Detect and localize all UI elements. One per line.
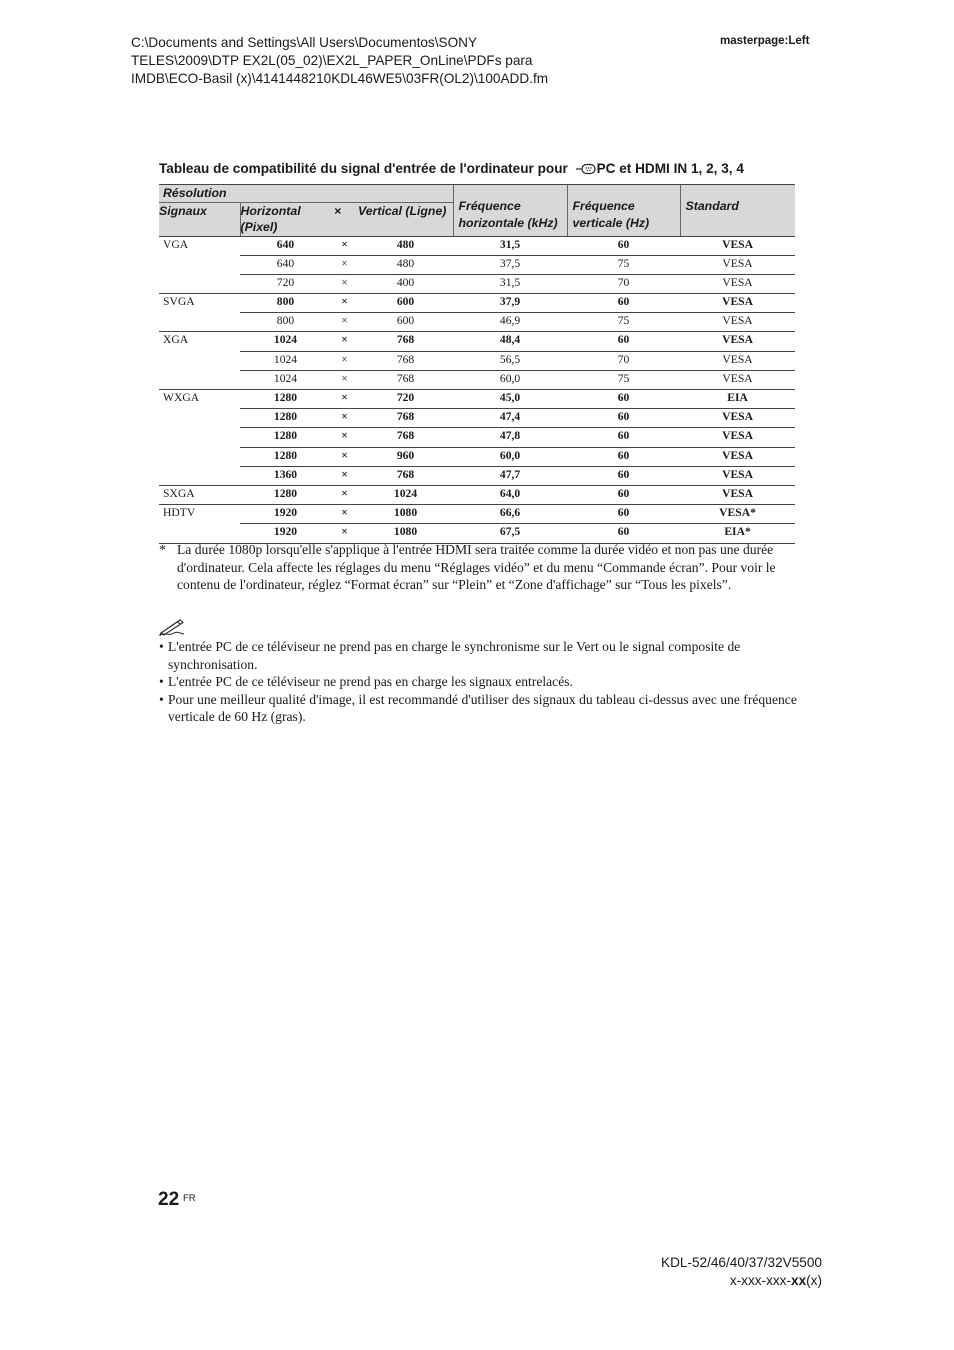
model-code-suffix: (x): [806, 1273, 822, 1288]
header-vertical: Vertical (Ligne): [358, 202, 453, 236]
cell-times: ×: [331, 485, 358, 504]
cell-horizontal: 1024: [240, 370, 331, 389]
notes-list: [159, 638, 799, 726]
cell-freq-h: 60,0: [453, 370, 567, 389]
table-title: [159, 161, 819, 179]
cell-freq-v: 60: [567, 524, 680, 543]
cell-freq-v: 60: [567, 332, 680, 351]
cell-signal: SVGA: [159, 294, 240, 313]
cell-horizontal: 1920: [240, 524, 331, 543]
cell-vertical: 960: [358, 447, 453, 466]
cell-times: ×: [331, 409, 358, 428]
cell-freq-h: 31,5: [453, 236, 567, 255]
note-item: [159, 638, 799, 673]
cell-standard: VESA: [680, 294, 795, 313]
cell-freq-v: 60: [567, 428, 680, 447]
cell-vertical: 768: [358, 370, 453, 389]
compatibility-table: [159, 184, 795, 544]
cell-signal: [159, 370, 240, 389]
page-number: 22: [158, 1189, 180, 1210]
cell-vertical: 768: [358, 466, 453, 485]
cell-vertical: 768: [358, 332, 453, 351]
cell-times: ×: [331, 466, 358, 485]
note-bullet: •: [159, 639, 164, 654]
cell-freq-h: 45,0: [453, 390, 567, 409]
footnote-text: La durée 1080p lorsqu'elle s'applique à l'entrée HDMI sera traitée comme la durée vidéo et non pas une durée d'ordinateur. Cela affecte les réglages du menu “Réglages vidéo” et du menu “Commande écran”. Pour voir le contenu de l'ordinateur, réglez “Format écran” sur “Plein” et “Zone d'affichage” sur “Tous les pixels”.: [177, 542, 776, 593]
cell-standard: VESA: [680, 332, 795, 351]
cell-horizontal: 1280: [240, 409, 331, 428]
cell-freq-h: 64,0: [453, 485, 567, 504]
cell-standard: VESA: [680, 409, 795, 428]
cell-standard: VESA: [680, 447, 795, 466]
cell-vertical: 768: [358, 409, 453, 428]
cell-signal: [159, 409, 240, 428]
table-row: [159, 466, 795, 485]
header-times: ×: [331, 202, 358, 236]
cell-signal: VGA: [159, 236, 240, 255]
table-row: [159, 351, 795, 370]
cell-signal: [159, 313, 240, 332]
table-row: [159, 505, 795, 524]
cell-freq-v: 75: [567, 255, 680, 274]
table-row: [159, 332, 795, 351]
path-line-2: TELES\2009\DTP EX2L(05_02)\EX2L_PAPER_OnLine\PDFs para: [131, 53, 533, 68]
cell-freq-h: 31,5: [453, 274, 567, 293]
cell-freq-v: 60: [567, 390, 680, 409]
cell-horizontal: 1920: [240, 505, 331, 524]
table-row: [159, 390, 795, 409]
cell-signal: [159, 466, 240, 485]
cell-vertical: 720: [358, 390, 453, 409]
table-body: [159, 236, 795, 543]
table-row: [159, 428, 795, 447]
note-bullet: •: [159, 674, 164, 690]
cell-signal: HDTV: [159, 505, 240, 524]
cell-times: ×: [331, 236, 358, 255]
cell-freq-v: 60: [567, 294, 680, 313]
model-code-prefix: x-xxx-xxx-: [729, 1273, 792, 1288]
table-title-suffix: PC et HDMI IN 1, 2, 3, 4: [596, 161, 744, 176]
cell-times: ×: [331, 447, 358, 466]
cell-standard: VESA: [680, 428, 795, 447]
cell-vertical: 768: [358, 428, 453, 447]
cell-freq-h: 66,6: [453, 505, 567, 524]
cell-freq-h: 47,8: [453, 428, 567, 447]
cell-times: ×: [331, 524, 358, 543]
cell-signal: [159, 255, 240, 274]
cell-standard: VESA: [680, 313, 795, 332]
header-horizontal: Horizontal (Pixel): [240, 202, 331, 236]
cell-signal: SXGA: [159, 485, 240, 504]
cell-standard: VESA: [680, 466, 795, 485]
cell-freq-h: 37,5: [453, 255, 567, 274]
cell-times: ×: [331, 370, 358, 389]
cell-freq-v: 75: [567, 370, 680, 389]
cell-horizontal: 1280: [240, 447, 331, 466]
cell-freq-h: 47,4: [453, 409, 567, 428]
cell-horizontal: 720: [240, 274, 331, 293]
path-line-1: C:\Documents and Settings\All Users\Documentos\SONY: [131, 35, 478, 50]
cell-horizontal: 1360: [240, 466, 331, 485]
cell-standard: VESA: [680, 485, 795, 504]
document-path-header: [131, 34, 691, 88]
note-bullet: •: [159, 691, 164, 707]
page-language: FR: [183, 1193, 196, 1204]
table-row: [159, 236, 795, 255]
cell-horizontal: 800: [240, 294, 331, 313]
table-row: [159, 294, 795, 313]
note-item: [159, 691, 799, 726]
cell-vertical: 400: [358, 274, 453, 293]
cell-freq-v: 60: [567, 466, 680, 485]
header-resolution: Résolution: [159, 185, 453, 203]
cell-signal: [159, 428, 240, 447]
cell-freq-h: 47,7: [453, 466, 567, 485]
cell-freq-v: 70: [567, 351, 680, 370]
cell-times: ×: [331, 313, 358, 332]
cell-standard: VESA: [680, 236, 795, 255]
cell-freq-h: 60,0: [453, 447, 567, 466]
cell-horizontal: 1024: [240, 332, 331, 351]
header-freq-horizontal: Fréquence horizontale (kHz): [453, 185, 567, 237]
header-freq-vertical: Fréquence verticale (Hz): [567, 185, 680, 237]
model-info: [661, 1254, 822, 1290]
cell-horizontal: 800: [240, 313, 331, 332]
cell-freq-h: 46,9: [453, 313, 567, 332]
cell-vertical: 1080: [358, 505, 453, 524]
cell-horizontal: 1280: [240, 390, 331, 409]
cell-times: ×: [331, 428, 358, 447]
header-standard: Standard: [680, 185, 795, 237]
cell-signal: XGA: [159, 332, 240, 351]
cell-horizontal: 1280: [240, 428, 331, 447]
table-row: [159, 255, 795, 274]
model-code-bold: xx: [791, 1273, 807, 1288]
table-title-text: Tableau de compatibilité du signal d'entrée de l'ordinateur pour: [159, 161, 568, 176]
model-numbers: KDL-52/46/40/37/32V5500: [661, 1255, 822, 1270]
table-row: [159, 370, 795, 389]
note-text: Pour une meilleur qualité d'image, il est recommandé d'utiliser des signaux du tableau ci-dessus avec une fréquence verticale de 60 Hz (gras).: [168, 691, 797, 725]
cell-freq-h: 37,9: [453, 294, 567, 313]
note-text: L'entrée PC de ce téléviseur ne prend pas en charge les signaux entrelacés.: [168, 674, 573, 690]
cell-standard: VESA*: [680, 505, 795, 524]
header-signaux: Signaux: [159, 202, 240, 236]
cell-freq-v: 60: [567, 505, 680, 524]
masterpage-label: masterpage:Left: [720, 35, 810, 47]
cell-standard: VESA: [680, 255, 795, 274]
path-line-3: IMDB\ECO-Basil (x)\4141448210KDL46WE5\03FR(OL2)\100ADD.fm: [131, 71, 549, 86]
cell-vertical: 480: [358, 236, 453, 255]
cell-freq-v: 75: [567, 313, 680, 332]
table-row: [159, 409, 795, 428]
cell-standard: EIA: [680, 390, 795, 409]
cell-horizontal: 1024: [240, 351, 331, 370]
table-row: [159, 485, 795, 504]
cell-times: ×: [331, 390, 358, 409]
cell-times: ×: [331, 505, 358, 524]
cell-times: ×: [331, 351, 358, 370]
footnote: [159, 541, 799, 594]
cell-freq-h: 48,4: [453, 332, 567, 351]
cell-horizontal: 640: [240, 255, 331, 274]
cell-vertical: 768: [358, 351, 453, 370]
cell-vertical: 1080: [358, 524, 453, 543]
cell-freq-h: 56,5: [453, 351, 567, 370]
note-item: [159, 673, 799, 691]
note-text: L'entrée PC de ce téléviseur ne prend pas en charge le synchronisme sur le Vert ou le signal composite de synchronisation.: [168, 639, 741, 672]
cell-freq-v: 60: [567, 447, 680, 466]
cell-signal: WXGA: [159, 390, 240, 409]
cell-freq-v: 70: [567, 274, 680, 293]
cell-freq-v: 60: [567, 485, 680, 504]
cell-standard: VESA: [680, 351, 795, 370]
cell-times: ×: [331, 255, 358, 274]
table-row: [159, 447, 795, 466]
table-row: [159, 313, 795, 332]
cell-horizontal: 1280: [240, 485, 331, 504]
cell-standard: VESA: [680, 274, 795, 293]
cell-vertical: 600: [358, 294, 453, 313]
cell-freq-v: 60: [567, 236, 680, 255]
cell-signal: [159, 274, 240, 293]
cell-freq-h: 67,5: [453, 524, 567, 543]
cell-vertical: 480: [358, 255, 453, 274]
cell-times: ×: [331, 332, 358, 351]
cell-times: ×: [331, 294, 358, 313]
footnote-marker: *: [159, 542, 166, 557]
table-row: [159, 274, 795, 293]
cell-times: ×: [331, 274, 358, 293]
cell-standard: EIA*: [680, 524, 795, 543]
cell-vertical: 1024: [358, 485, 453, 504]
cell-signal: [159, 447, 240, 466]
cell-freq-v: 60: [567, 409, 680, 428]
model-code: [661, 1272, 822, 1290]
cell-horizontal: 640: [240, 236, 331, 255]
pc-input-icon: [576, 162, 596, 179]
cell-vertical: 600: [358, 313, 453, 332]
cell-standard: VESA: [680, 370, 795, 389]
cell-signal: [159, 351, 240, 370]
